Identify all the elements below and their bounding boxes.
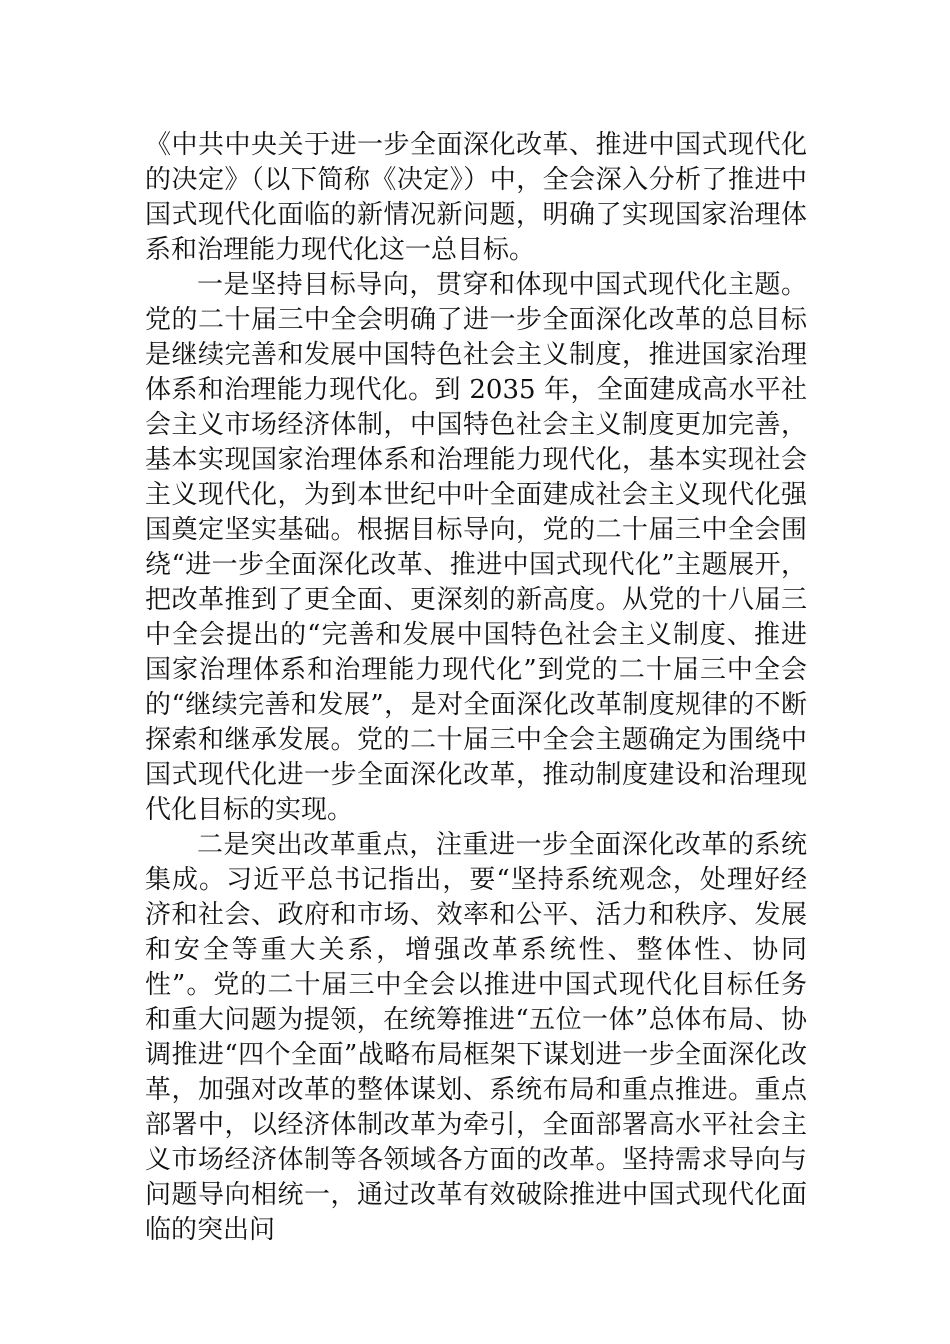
paragraph-intro: 《中共中央关于进一步全面深化改革、推进中国式现代化的决定》（以下简称《决定》）中，全会深入分析了推进中国式现代化面临的新情况新问题，明确了实现国家治理体系和治理能力现代化这一总目标。 [145,130,807,265]
document-page [145,128,807,1248]
paragraph-reform-focus: 二是突出改革重点，注重进一步全面深化改革的系统集成。习近平总书记指出，要“坚持系统观念，处理好经济和社会、政府和市场、效率和公平、活力和秩序、发展和安全等重大关系，增强改革系统性、整体性、协同性”。党的二十届三中全会以推进中国式现代化目标任务和重大问题为提领，在统筹推进“五位一体”总体布局、协调推进“四个全面”战略布局框架下谋划进一步全面深化改革，加强对改革的整体谋划、系统布局和重点推进。重点部署中，以经济体制改革为牵引，全面部署高水平社会主义市场经济体制等各领域各方面的改革。坚持需求导向与问题导向相统一，通过改革有效破除推进中国式现代化面临的突出问 [145,830,807,1245]
paragraph-goal-orientation: 一是坚持目标导向，贯穿和体现中国式现代化主题。党的二十届三中全会明确了进一步全面深化改革的总目标是继续完善和发展中国特色社会主义制度，推进国家治理体系和治理能力现代化。到 2035 年，全面建成高水平社会主义市场经济体制，中国特色社会主义制度更加完善，基本实现国家治理体系和治理能力现代化，基本实现社会主义现代化，为到本世纪中叶全面建成社会主义现代化强国奠定坚实基础。根据目标导向，党的二十届三中全会围绕“进一步全面深化改革、推进中国式现代化”主题展开，把改革推到了更全面、更深刻的新高度。从党的十八届三中全会提出的“完善和发展中国特色社会主义制度、推进国家治理体系和治理能力现代化”到党的二十届三中全会的“继续完善和发展”，是对全面深化改革制度规律的不断探索和继承发展。党的二十届三中全会主题确定为围绕中国式现代化进一步全面深化改革，推动制度建设和治理现代化目标的实现。 [145,270,807,825]
